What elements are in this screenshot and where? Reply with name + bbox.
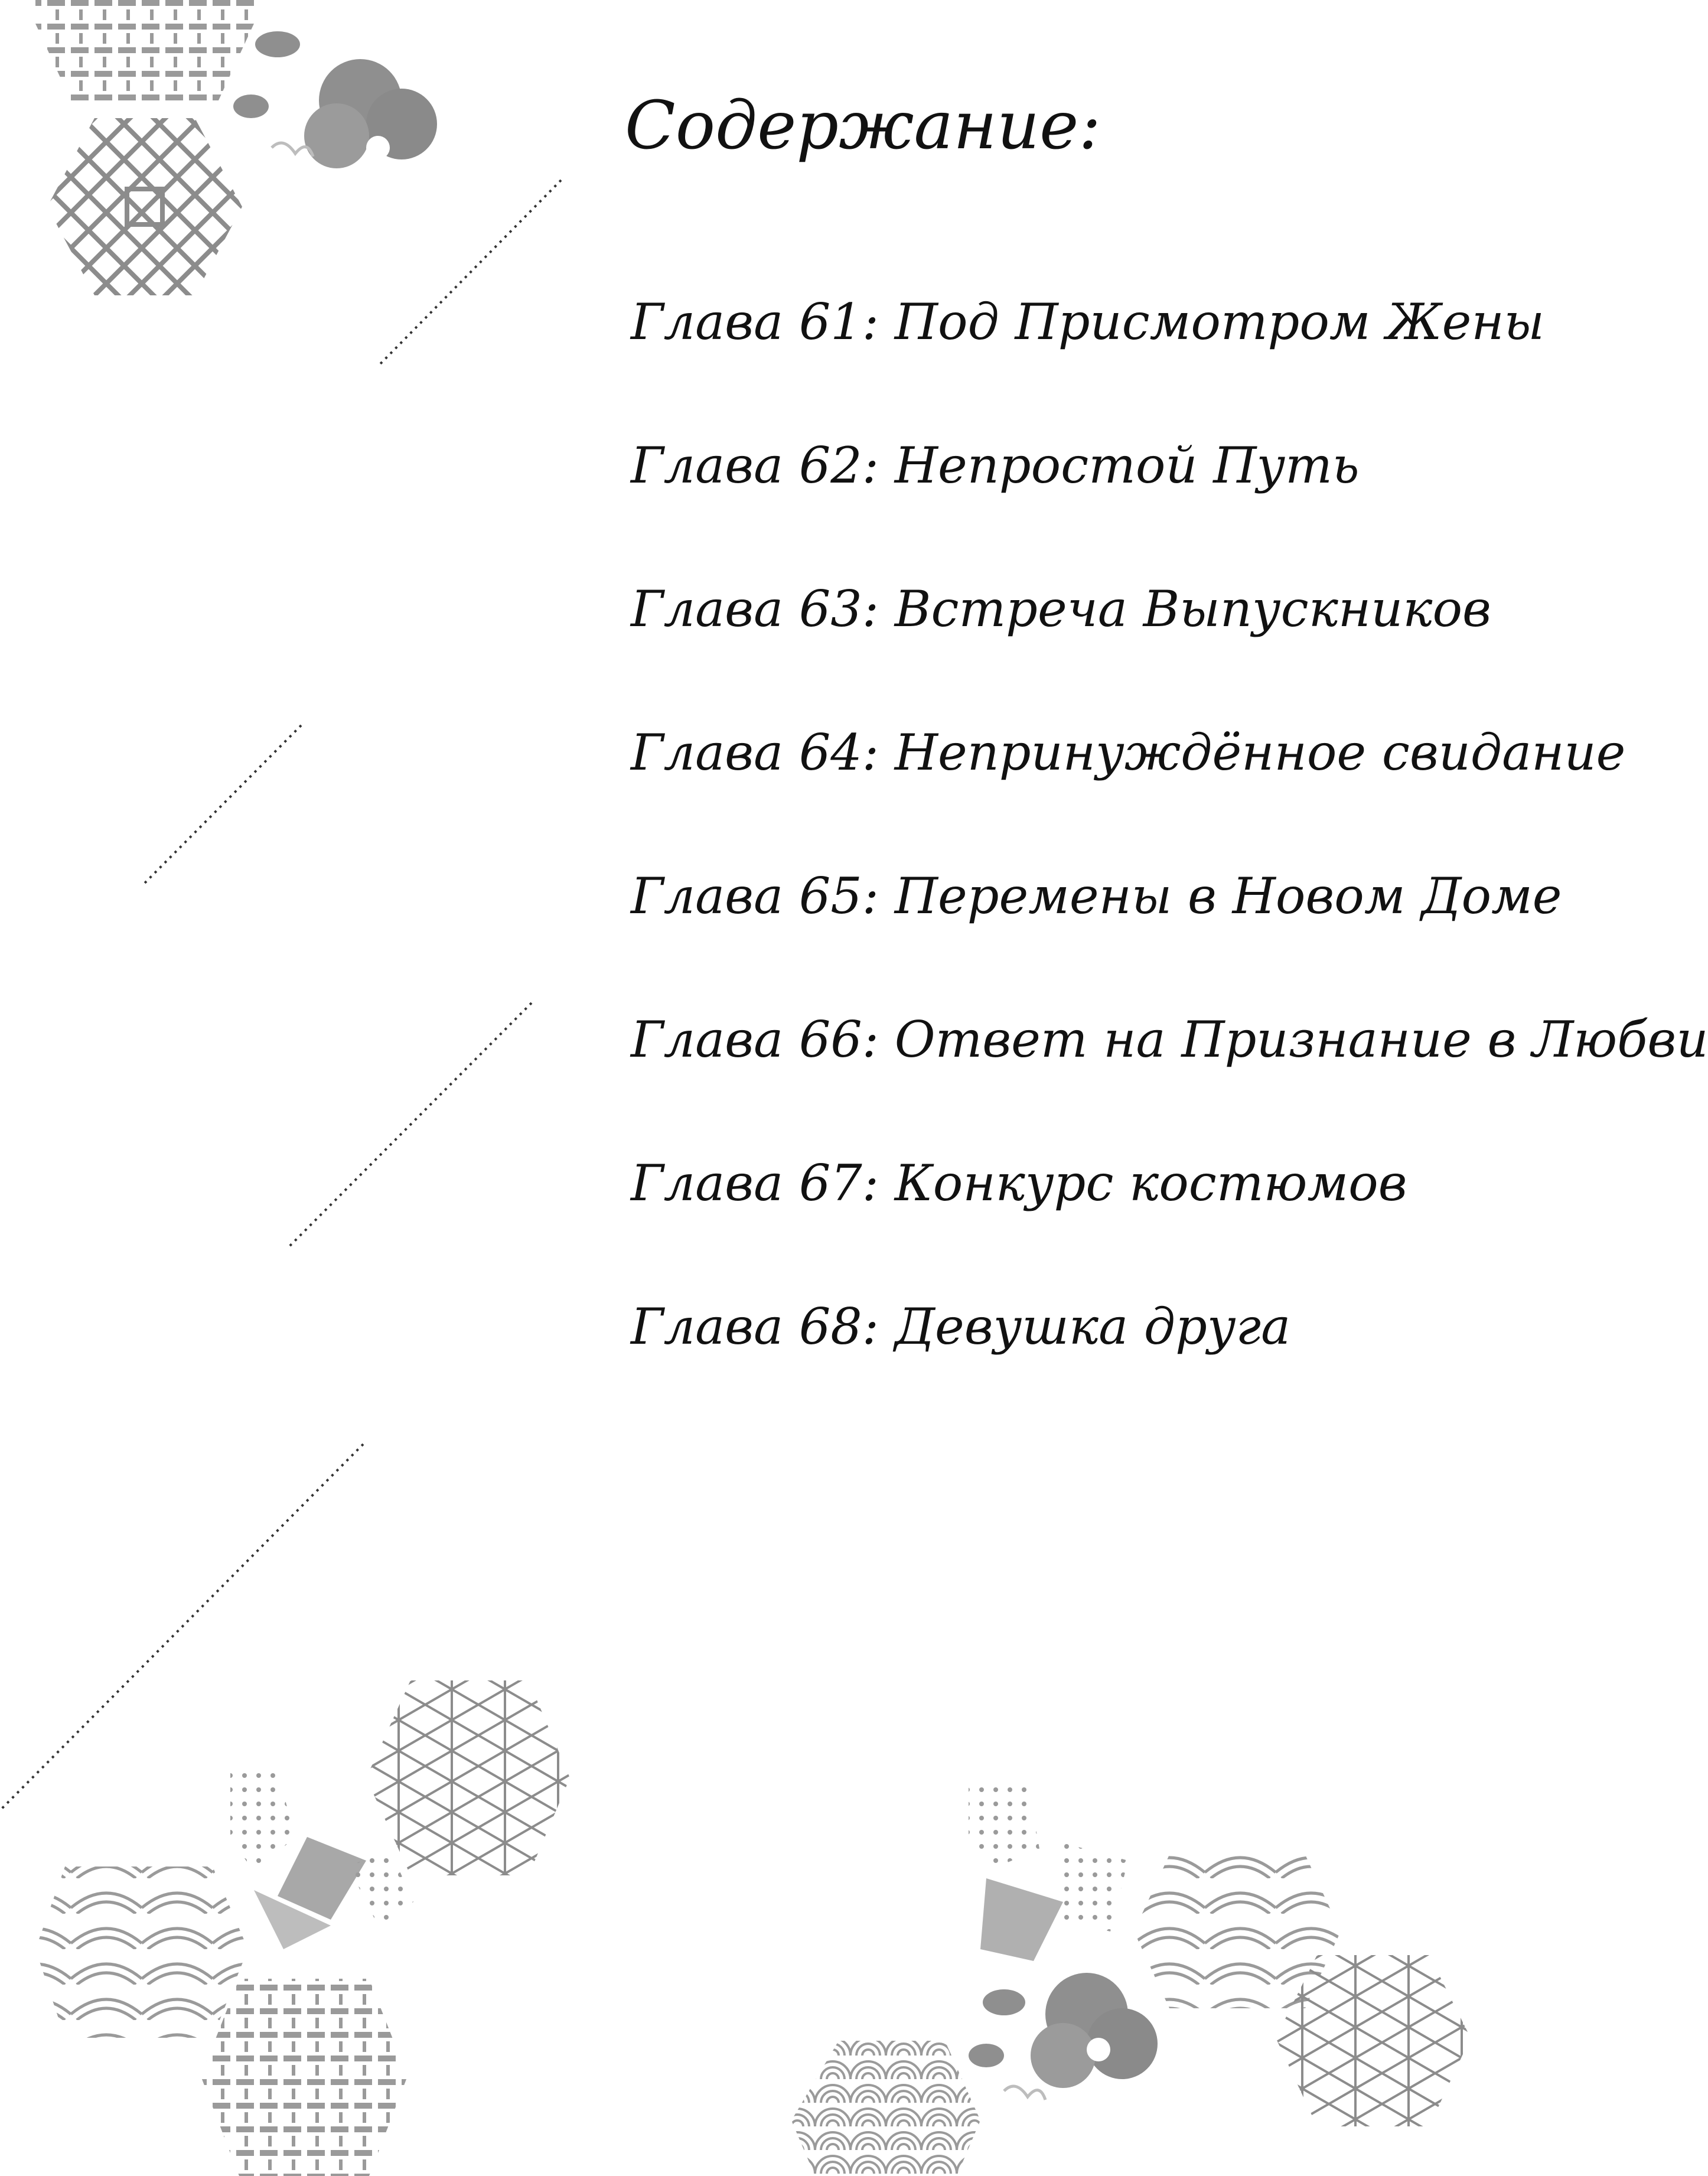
- toc-entry-61: Глава 61: Под Присмотром Жены: [631, 293, 1545, 351]
- toc-entry-65: Глава 65: Перемены в Новом Доме: [631, 867, 1562, 925]
- asanoha-hexagon-ornament: [366, 1680, 570, 1875]
- striped-hexagon-ornament: [201, 1979, 408, 2176]
- toc-entry-62: Глава 62: Непростой Путь: [631, 436, 1360, 494]
- toc-entry-67: Глава 67: Конкурс костюмов: [631, 1154, 1407, 1212]
- striped-hexagon-ornament: [35, 0, 254, 100]
- toc-entry-64: Глава 64: Непринуждённое свидание: [631, 724, 1626, 781]
- toc-entry-66: Глава 66: Ответ на Признание в Любви: [631, 1011, 1708, 1069]
- seigaiha-hexagon-ornament: [791, 2041, 980, 2176]
- page-title: Содержание:: [625, 87, 1101, 164]
- toc-entry-63: Глава 63: Встреча Выпускников: [631, 580, 1491, 638]
- wave-hexagon-ornament: [35, 1866, 248, 2038]
- dotted-diagonal-line: [0, 180, 561, 1810]
- table-of-contents: [631, 284, 1708, 1432]
- flower-ornament: [233, 31, 437, 168]
- asanoha-hexagon-ornament: [1276, 1955, 1471, 2126]
- lattice-hexagon-ornament: [47, 118, 242, 295]
- flower-ornament: [969, 1784, 1158, 2100]
- toc-entry-68: Глава 68: Девушка друга: [631, 1298, 1291, 1356]
